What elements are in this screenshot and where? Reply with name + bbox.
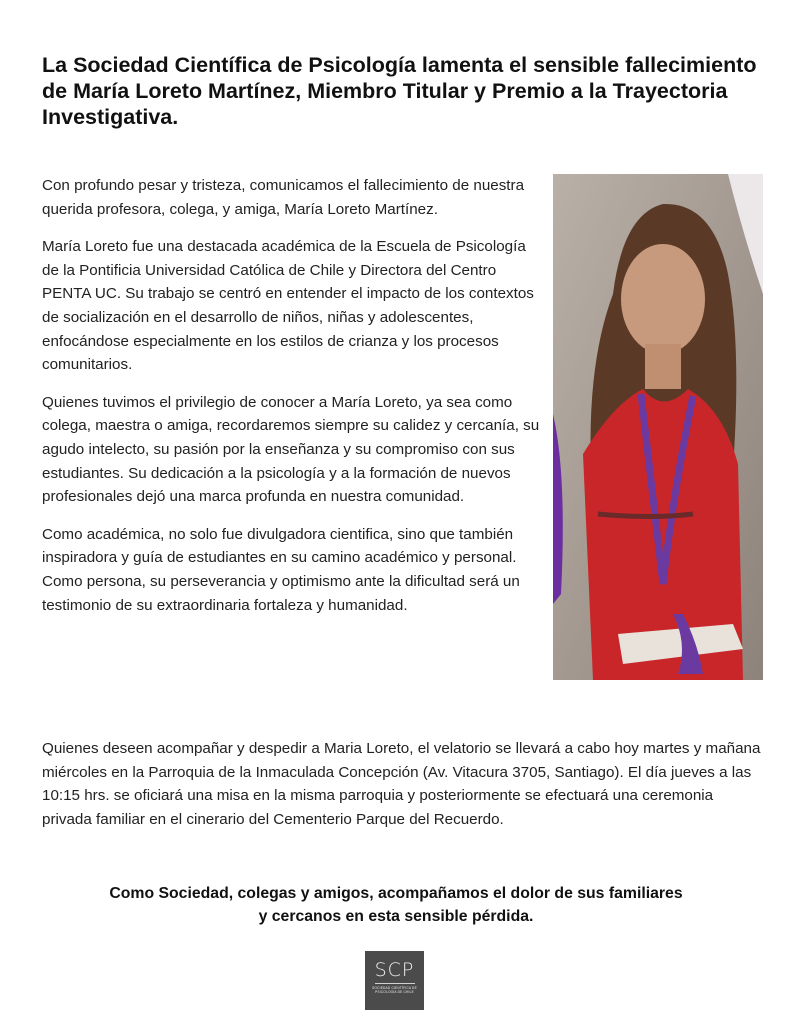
logo-subtitle: SOCIEDAD CIENTÍFICA DE PSICOLOGÍA DE CHILE [372,986,417,994]
paragraph-intro: Con profundo pesar y tristeza, comunicamos el fallecimiento de nuestra querida profesora, colega, y amiga, María Loreto Martínez. [42,177,525,218]
paragraph-legacy: Como académica, no solo fue divulgadora cientifica, sino que también inspiradora y guía de estudiantes en su camino académico y personal. Como persona, su perseverancia y optimismo ante la dificultad será un testimonio de su extraordinaria fortaleza y humanidad. [42,525,520,614]
paragraph-tribute: Quienes tuvimos el privilegio de conocer a María Loreto, ya sea como colega, maestra o amiga, recordaremos siempre su calidez y cercanía, su agudo intelecto, su pasión por la enseñanza y su compromiso con sus estudiantes. Su dedicación a la psicología y a la formación de nuevos profesionales dejó una marca profunda en nuestra comunidad. [42,393,540,506]
closing-line-2: y cercanos en esta sensible pérdida. [258,908,534,925]
paragraph-career: María Loreto fue una destacada académica de la Escuela de Psicología de la Pontificia Universidad Católica de Chile y Directora del Centro PENTA UC. Su trabajo se centró en entender el impacto de los contextos de socialización en el desarrollo de niños, niñas y adolescentes, enfocándose especialmente en los estilos de crianza y los procesos comunitarios. [42,238,534,374]
closing-message [42,882,750,928]
portrait-illustration [553,174,763,680]
body-text [42,174,540,631]
logo-divider [375,983,415,984]
glasses-shape [598,514,693,517]
scp-logo [365,951,424,1010]
neck-shape [645,344,681,389]
closing-line-1: Como Sociedad, colegas y amigos, acompañamos el dolor de sus familiares [109,885,683,902]
logo-mark: SCP [374,959,415,981]
face-shape [621,244,705,354]
funeral-details: Quienes deseen acompañar y despedir a Maria Loreto, el velatorio se llevará a cabo hoy martes y mañana miércoles en la Parroquia de la Inmaculada Concepción (Av. Vitacura 3705, Santiago). El día jueves a las 10:15 hrs. se oficiará una misa en la misma parroquia y posteriormente se efectuará una ceremonia privada familiar en el cinerario del Cementerio Parque del Recuerdo. [42,740,761,828]
page-title: La Sociedad Científica de Psicología lamenta el sensible fallecimiento de María Loreto Martínez, Miembro Titular y Premio a la Trayectoria Investigativa. [42,53,757,129]
portrait-photo [553,174,763,680]
